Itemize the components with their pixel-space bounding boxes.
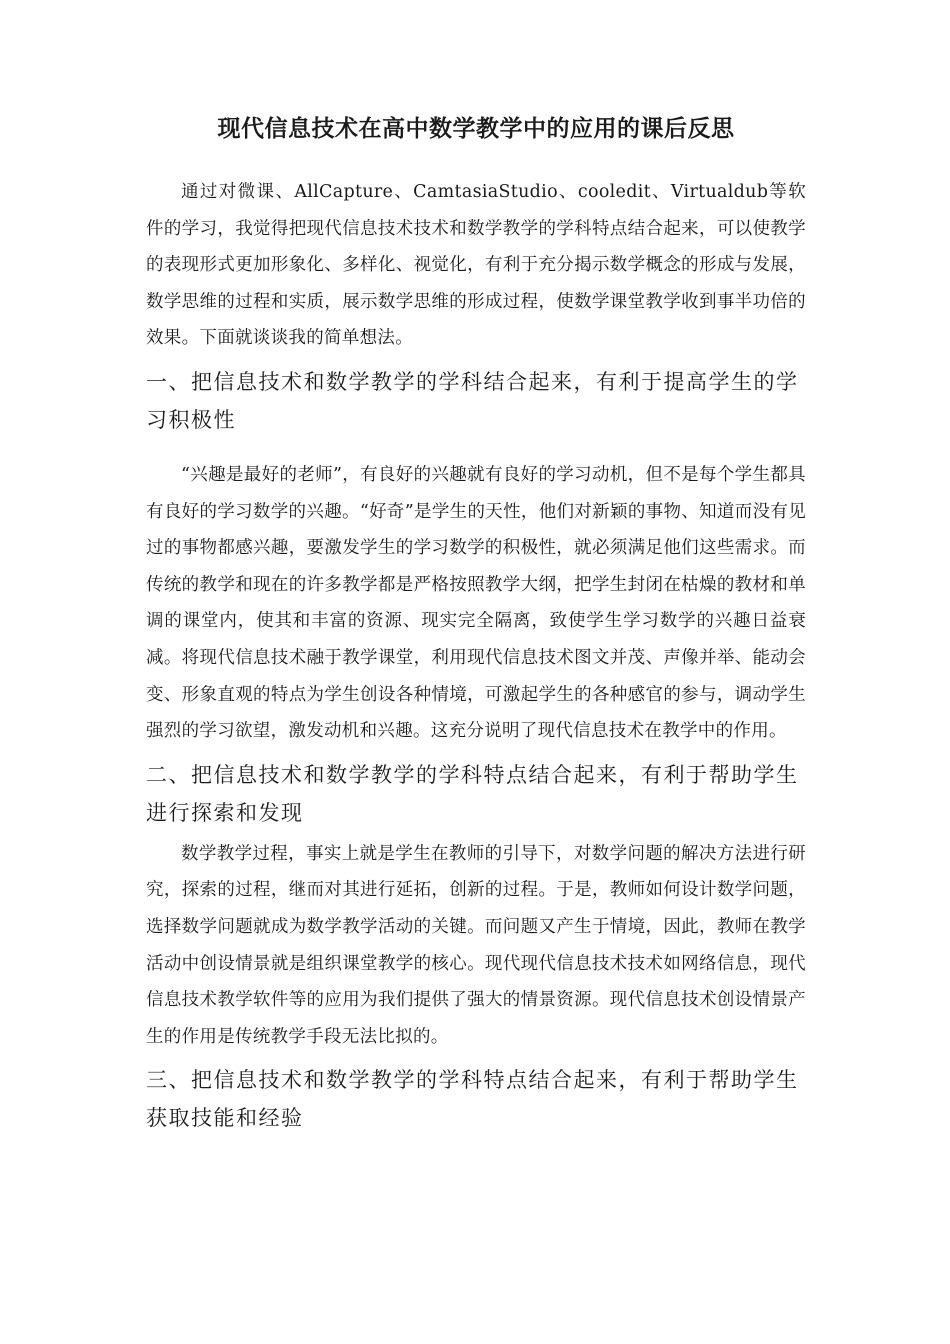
section-heading-3: 三、把信息技术和数学教学的学科特点结合起来，有利于帮助学生获取技能和经验 xyxy=(146,1068,799,1131)
section-heading-2: 二、把信息技术和数学教学的学科特点结合起来，有利于帮助学生进行探索和发现 xyxy=(146,762,799,825)
section-body-1: “兴趣是最好的老师”，有良好的兴趣就有良好的学习动机，但不是每个学生都具有良好的学习数学的兴趣。“好奇”是学生的天性，他们对新颖的事物、知道而没有见过的事物都感兴趣，要激发学生的学习数学的积极性，就必须满足他们这些需求。而传统的教学和现在的许多教学都是严格按照教学大纲，把学生封闭在枯燥的教材和单调的课堂内，使其和丰富的资源、现实完全隔离，致使学生学习数学的兴趣日益衰减。将现代信息技术融于教学课堂，利用现代信息技术图文并茂、声像并举、能动会变、形象直观的特点为学生创设各种情境，可激起学生的各种感官的参与，调动学生强烈的学习欲望，激发动机和兴趣。这充分说明了现代信息技术在教学中的作用。 xyxy=(146,464,806,742)
intro-paragraph: 通过对微课、AllCapture、CamtasiaStudio、cooledit、Virtualdub等软件的学习，我觉得把现代信息技术技术和数学教学的学科特点结合起来，可以使教学的表现形式更加形象化、多样化、视觉化，有利于充分揭示数学概念的形成与发展，数学思维的过程和实质，展示数学思维的形成过程，使数学课堂教学收到事半功倍的效果。下面就谈谈我的简单想法。 xyxy=(146,182,806,349)
section-body-2: 数学教学过程，事实上就是学生在教师的引导下，对数学问题的解决方法进行研究，探索的过程，继而对其进行延拓，创新的过程。于是，教师如何设计数学问题，选择数学问题就成为数学教学活动的关键。而问题又产生于情境，因此，教师在教学活动中创设情景就是组织课堂教学的核心。现代现代信息技术技术如网络信息，现代信息技术教学软件等的应用为我们提供了强大的情景资源。现代信息技术创设情景产生的作用是传统教学手段无法比拟的。 xyxy=(146,843,806,1047)
section-heading-1: 一、把信息技术和数学教学的学科结合起来，有利于提高学生的学习积极性 xyxy=(146,369,799,432)
document-title: 现代信息技术在高中数学教学中的应用的课后反思 xyxy=(217,116,735,142)
document-page xyxy=(146,112,806,1137)
